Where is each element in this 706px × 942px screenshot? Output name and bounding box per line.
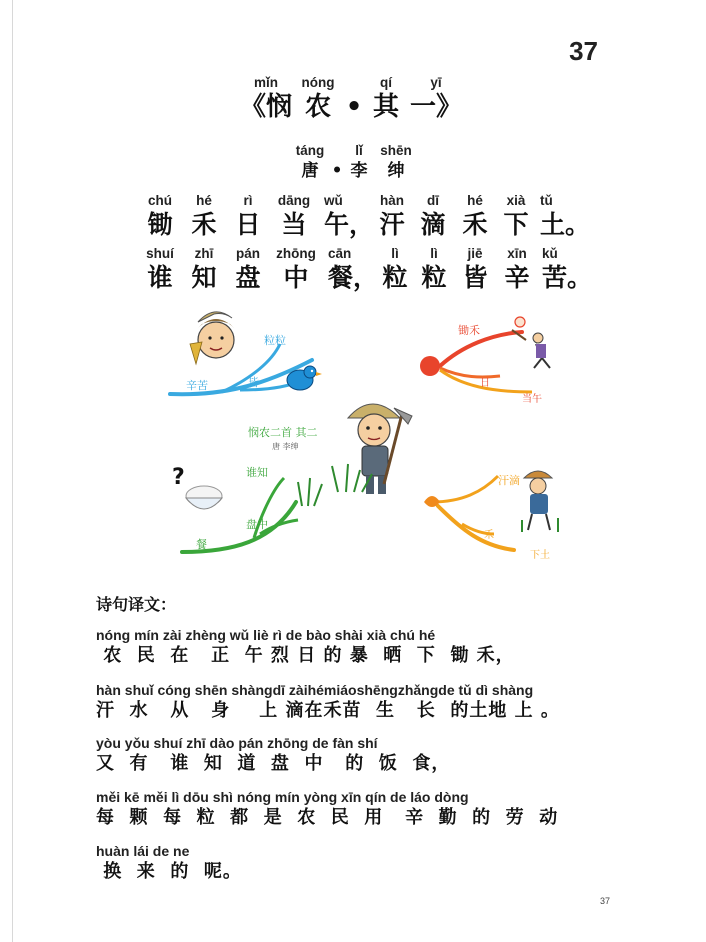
- translation-heading: 诗句译文：: [96, 595, 177, 614]
- poem-char: shuí 谁: [146, 246, 174, 292]
- poem-char: wǔ 午，: [324, 193, 375, 239]
- label-ri: 日: [480, 378, 490, 389]
- translation-pinyin: nóng mín zài zhèng wǔ liè rì de bào shài xià chú hé: [96, 627, 436, 643]
- translation-pinyin: huàn lái de ne: [96, 843, 190, 859]
- page-number: 37: [569, 36, 598, 66]
- poem-char: tǔ 土。: [540, 193, 591, 239]
- title-char: yī 一》: [409, 75, 462, 122]
- label-xiatu: 下土: [530, 550, 550, 561]
- rice-seedling-icon: [298, 464, 372, 506]
- translation-chars: 每 颗 每 粒 都 是 农 民 用 辛 勤 的 劳 动: [96, 807, 559, 828]
- label-shuizhi: 谁知: [246, 466, 268, 479]
- planting-farmer-icon: [522, 471, 558, 532]
- poem-char: zhōng 中: [276, 246, 316, 292]
- translation-chars: 农 民 在 正 午 烈 日 的 暴 晒 下 锄 禾，: [96, 645, 515, 666]
- rice-bowl-icon: [186, 486, 222, 509]
- red-branch: [420, 323, 542, 405]
- translation-line-2: [96, 681, 560, 723]
- green-branch: [182, 466, 298, 552]
- author-char: •: [331, 161, 343, 181]
- poem-char: rì 日: [235, 193, 261, 239]
- label-he: 禾: [484, 530, 494, 541]
- label-chuhe: 锄禾: [458, 324, 480, 337]
- label-dangwu: 当午: [522, 394, 542, 405]
- poem-line-2: [138, 245, 593, 293]
- translation-chars: 汗 水 从 身 上 滴在禾苗 生 长 的土地 上 。: [96, 700, 560, 721]
- translation-line-4: [96, 788, 558, 830]
- page-edge: [12, 0, 13, 942]
- label-handi: 汗滴: [498, 474, 520, 487]
- title-char: mǐn 《悯: [240, 75, 293, 122]
- label-xinku: 辛苦: [186, 379, 208, 392]
- center-author: 唐 李绅: [272, 442, 299, 451]
- translation-pinyin: yòu yǒu shuí zhī dào pán zhōng de fàn shí: [96, 735, 378, 751]
- author-char: táng 唐: [295, 143, 325, 181]
- poem-char: hàn 汗: [379, 193, 405, 239]
- poem-char: dāng 当: [277, 193, 311, 239]
- hoeing-farmer-icon: [512, 317, 550, 368]
- poem-char: chú 锄: [147, 193, 173, 239]
- translation-line-3: [96, 734, 450, 776]
- title-char: •: [345, 92, 363, 122]
- poem-char: lì 粒: [421, 246, 447, 292]
- center-title: 悯农二首 其二: [248, 426, 318, 439]
- poem-char: dī 滴: [420, 193, 446, 239]
- poem-char: lì 粒: [382, 246, 408, 292]
- poem-char: kǔ 苦。: [542, 246, 593, 292]
- poem-title: [240, 74, 464, 122]
- author-char: shēn 绅: [380, 143, 412, 181]
- translation-pinyin: měi kē měi lì dōu shì nóng mín yòng xīn qín de láo dòng: [96, 789, 469, 805]
- translation-line-1: [96, 626, 515, 668]
- translation-line-5: [96, 842, 242, 884]
- label-lili: 粒粒: [264, 334, 286, 347]
- translation-chars: 换 来 的 呢。: [96, 861, 242, 882]
- poem-char: cān 餐，: [328, 246, 379, 292]
- poem-author: [290, 142, 418, 182]
- farmer-portrait-icon: [190, 312, 234, 364]
- poem-mindmap-illustration: [162, 306, 570, 578]
- title-char: qí 其: [372, 75, 399, 122]
- poem-char: zhī 知: [191, 246, 217, 292]
- translation-pinyin: hàn shuǐ cóng shēn shàngdī zàihémiáoshēngzhǎngde tǔ dì shàng: [96, 682, 534, 698]
- translation-chars: 又 有 谁 知 道 盘 中 的 饭 食，: [96, 753, 451, 774]
- label-jie: 皆: [248, 376, 259, 389]
- poem-char: xīn 辛: [504, 246, 530, 292]
- author-char: lǐ 李: [350, 143, 368, 181]
- question-mark: ?: [172, 465, 185, 490]
- poem-line-1: [138, 192, 591, 240]
- label-can: 餐: [196, 538, 207, 551]
- poem-char: jiē 皆: [462, 246, 488, 292]
- poem-char: pán 盘: [235, 246, 261, 292]
- poem-char: xià 下: [503, 193, 529, 239]
- poem-char: hé 禾: [462, 193, 488, 239]
- poem-char: hé 禾: [191, 193, 217, 239]
- footer-page-number: 37: [600, 896, 611, 906]
- title-char: nóng 农: [301, 75, 335, 122]
- label-panzhong: 盘中: [246, 518, 268, 531]
